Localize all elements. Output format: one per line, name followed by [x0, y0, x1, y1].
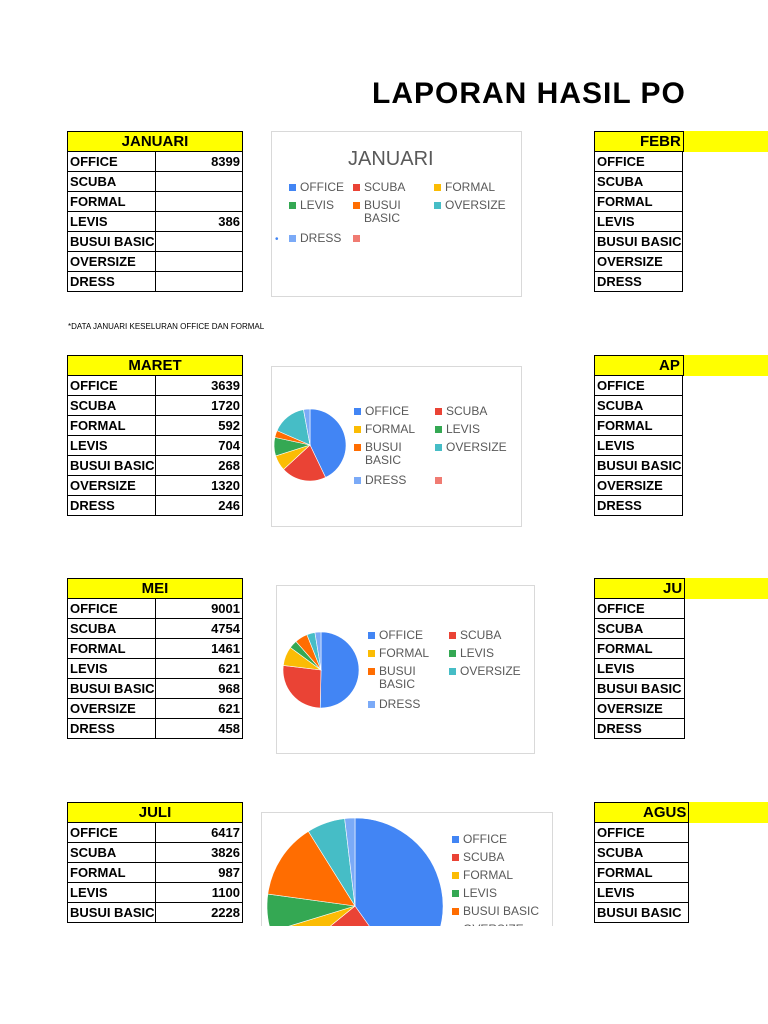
table-row [595, 416, 684, 436]
row-label: FORMAL [595, 639, 685, 659]
table-row [68, 679, 243, 699]
row-label: LEVIS [595, 659, 685, 679]
table-row [595, 719, 685, 739]
table-juni [594, 578, 685, 739]
row-label: FORMAL [68, 416, 156, 436]
report-title: LAPORAN HASIL PO [372, 77, 686, 110]
table-row [595, 863, 689, 883]
month-header: JULI [68, 803, 243, 823]
row-value: 4754 [156, 619, 243, 639]
row-label: DRESS [595, 496, 683, 516]
chart-januari[interactable] [271, 131, 522, 297]
row-label: BUSUI BASIC [595, 679, 685, 699]
row-label: SCUBA [595, 619, 685, 639]
row-label: DRESS [595, 719, 685, 739]
legend-formal: FORMAL [368, 647, 429, 660]
month-header: AGUS [595, 803, 689, 823]
legend-formal: FORMAL [452, 869, 513, 882]
row-label: DRESS [68, 272, 156, 292]
table-row [68, 883, 243, 903]
table-row [595, 903, 689, 923]
row-label: FORMAL [595, 416, 683, 436]
header-fill [684, 802, 768, 823]
row-value: 6417 [156, 823, 243, 843]
legend-busui: BUSUI BASIC [452, 905, 539, 918]
chart-mei[interactable] [276, 585, 535, 754]
table-row [68, 152, 243, 172]
table-row [595, 679, 685, 699]
legend-office: OFFICE [368, 629, 423, 642]
table-januari [67, 131, 243, 292]
table-row [68, 232, 243, 252]
legend-levis: LEVIS [452, 887, 497, 900]
row-label: BUSUI BASIC [595, 903, 689, 923]
table-row [595, 232, 684, 252]
table-row [595, 659, 685, 679]
table-row [68, 416, 243, 436]
row-label: DRESS [68, 719, 156, 739]
row-label: OFFICE [68, 376, 156, 396]
row-label: LEVIS [595, 212, 683, 232]
row-label: OFFICE [595, 376, 683, 396]
table-row [595, 252, 684, 272]
row-label: OFFICE [595, 599, 685, 619]
table-row [595, 699, 685, 719]
table-row [68, 699, 243, 719]
table-row [595, 619, 685, 639]
row-label: OVERSIZE [68, 476, 156, 496]
legend-dress: DRESS [368, 698, 420, 711]
row-value [156, 252, 243, 272]
header-fill [684, 355, 768, 376]
table-row [68, 823, 243, 843]
row-value: 704 [156, 436, 243, 456]
table-row [68, 272, 243, 292]
row-value: 9001 [156, 599, 243, 619]
row-label: OVERSIZE [595, 476, 683, 496]
legend-scuba: SCUBA [435, 405, 487, 418]
legend-formal: FORMAL [434, 181, 495, 194]
row-value [156, 272, 243, 292]
pie-slice [320, 632, 359, 708]
month-header: MARET [68, 356, 243, 376]
month-header: AP [595, 356, 684, 376]
row-label: LEVIS [595, 436, 683, 456]
row-label: FORMAL [595, 863, 689, 883]
legend-busui: BUSUI BASIC [368, 665, 416, 691]
legend-busui: BUSUI BASIC [353, 199, 401, 225]
row-label: OVERSIZE [595, 699, 685, 719]
legend-extra [353, 232, 364, 245]
row-value: 246 [156, 496, 243, 516]
row-label: SCUBA [595, 843, 689, 863]
table-row [68, 496, 243, 516]
row-value: 987 [156, 863, 243, 883]
legend-formal: FORMAL [354, 423, 415, 436]
table-row [595, 436, 684, 456]
row-label: FORMAL [595, 192, 683, 212]
row-label: DRESS [595, 272, 683, 292]
table-februari [594, 131, 684, 292]
row-label: FORMAL [68, 192, 156, 212]
table-row [68, 863, 243, 883]
legend-oversize: OVERSIZE [434, 199, 506, 212]
row-label: OFFICE [68, 599, 156, 619]
legend-busui: BUSUI BASIC [354, 441, 402, 467]
table-row [595, 883, 689, 903]
row-value: 386 [156, 212, 243, 232]
row-value: 458 [156, 719, 243, 739]
table-row [68, 396, 243, 416]
row-value: 621 [156, 659, 243, 679]
row-label: LEVIS [68, 436, 156, 456]
row-label: BUSUI BASIC [595, 232, 683, 252]
table-row [68, 172, 243, 192]
month-header: JANUARI [68, 132, 243, 152]
row-value: 1720 [156, 396, 243, 416]
table-mei [67, 578, 243, 739]
table-row [595, 212, 684, 232]
row-value: 2228 [156, 903, 243, 923]
legend-levis: LEVIS [289, 199, 334, 212]
table-row [68, 619, 243, 639]
header-fill [684, 578, 768, 599]
table-row [595, 823, 689, 843]
row-label: DRESS [68, 496, 156, 516]
month-header: MEI [68, 579, 243, 599]
row-label: BUSUI BASIC [68, 679, 156, 699]
row-label: FORMAL [68, 863, 156, 883]
row-value: 1461 [156, 639, 243, 659]
row-label: OFFICE [595, 152, 683, 172]
row-label: OFFICE [68, 823, 156, 843]
legend-office: OFFICE [452, 833, 507, 846]
table-row [68, 436, 243, 456]
row-value: 3826 [156, 843, 243, 863]
row-value [156, 192, 243, 212]
row-label: BUSUI BASIC [595, 456, 683, 476]
row-label: OFFICE [68, 152, 156, 172]
row-value: 3639 [156, 376, 243, 396]
table-row [595, 476, 684, 496]
table-row [68, 639, 243, 659]
table-row [68, 843, 243, 863]
legend-scuba: SCUBA [353, 181, 405, 194]
pie-slice [283, 665, 321, 708]
month-header: FEBR [595, 132, 684, 152]
row-value: 1100 [156, 883, 243, 903]
legend-scuba: SCUBA [452, 851, 504, 864]
row-label: SCUBA [68, 396, 156, 416]
table-row [595, 599, 685, 619]
table-row [595, 152, 684, 172]
row-label: FORMAL [68, 639, 156, 659]
row-label: SCUBA [595, 396, 683, 416]
table-row [68, 456, 243, 476]
legend-oversize: OVERSIZE [435, 441, 507, 454]
table-row [595, 843, 689, 863]
row-value: 592 [156, 416, 243, 436]
table-row [595, 172, 684, 192]
table-juli [67, 802, 243, 923]
row-label: SCUBA [595, 172, 683, 192]
row-label: OFFICE [595, 823, 689, 843]
table-row [68, 192, 243, 212]
row-label: SCUBA [68, 172, 156, 192]
row-label: OVERSIZE [68, 699, 156, 719]
row-value: 1320 [156, 476, 243, 496]
chart-title: JANUARI [348, 148, 434, 170]
note-text: *DATA JANUARI KESELURAN OFFICE DAN FORMAL [68, 322, 265, 331]
table-row [68, 476, 243, 496]
row-label: SCUBA [68, 619, 156, 639]
legend-office: OFFICE [289, 181, 344, 194]
row-label: LEVIS [68, 883, 156, 903]
row-label: LEVIS [68, 659, 156, 679]
row-label: BUSUI BASIC [68, 456, 156, 476]
row-label: LEVIS [68, 212, 156, 232]
row-value: 621 [156, 699, 243, 719]
row-value [156, 232, 243, 252]
legend-dot: • [275, 234, 279, 245]
table-row [68, 376, 243, 396]
table-row [68, 212, 243, 232]
month-header: JU [595, 579, 685, 599]
table-row [595, 192, 684, 212]
table-row [68, 903, 243, 923]
table-row [595, 396, 684, 416]
page-bottom [0, 926, 768, 1024]
table-row [68, 252, 243, 272]
row-label: BUSUI BASIC [68, 903, 156, 923]
row-value: 8399 [156, 152, 243, 172]
legend-extra [435, 474, 446, 487]
legend-dress: DRESS [289, 232, 341, 245]
row-label: SCUBA [68, 843, 156, 863]
table-row [68, 599, 243, 619]
table-agustus [594, 802, 689, 923]
table-row [595, 639, 685, 659]
legend-levis: LEVIS [435, 423, 480, 436]
legend-levis: LEVIS [449, 647, 494, 660]
row-label: LEVIS [595, 883, 689, 903]
table-row [68, 719, 243, 739]
table-row [68, 659, 243, 679]
legend-oversize: OVERSIZE [449, 665, 521, 678]
table-row [595, 272, 684, 292]
row-value [156, 172, 243, 192]
row-value: 968 [156, 679, 243, 699]
header-fill [684, 131, 768, 152]
row-label: OVERSIZE [595, 252, 683, 272]
table-april [594, 355, 684, 516]
legend-scuba: SCUBA [449, 629, 501, 642]
table-row [595, 496, 684, 516]
row-label: OVERSIZE [68, 252, 156, 272]
table-row [595, 376, 684, 396]
table-maret [67, 355, 243, 516]
row-value: 268 [156, 456, 243, 476]
row-label: BUSUI BASIC [68, 232, 156, 252]
legend-dress: DRESS [354, 474, 406, 487]
chart-maret[interactable] [271, 366, 522, 527]
table-row [595, 456, 684, 476]
legend-office: OFFICE [354, 405, 409, 418]
